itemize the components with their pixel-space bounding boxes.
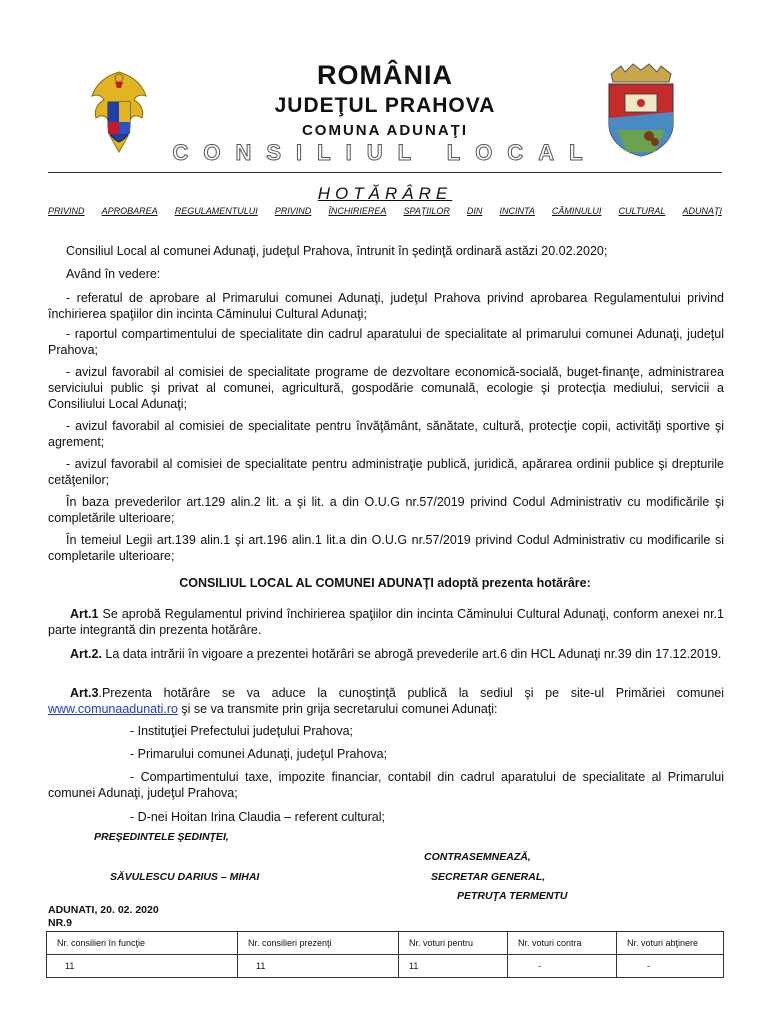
article-2-label: Art.2. bbox=[70, 647, 102, 661]
consideration-item: - avizul favorabil al comisiei de specialitate programe de dezvoltare economică-socială, buget-finanţe, administrarea serviciului public şi privat al comunei, agricultură, gospodărie comunală, ecologie şi protecţia mediului, servicii a Consiliului Local Adunaţi; bbox=[48, 365, 724, 411]
subtitle-word: ÎNCHIRIEREA bbox=[328, 206, 387, 216]
table-header-cell: Nr. consilieri în funcţie bbox=[47, 932, 238, 955]
having-regard-label: Având în vedere: bbox=[66, 267, 161, 281]
subtitle-word: APROBAREA bbox=[101, 206, 158, 216]
document-subtitle bbox=[48, 206, 722, 216]
subtitle-word: ADUNAŢI bbox=[682, 206, 722, 216]
table-header-cell: Nr. voturi contra bbox=[508, 932, 617, 955]
table-cell: - bbox=[617, 955, 724, 978]
article-2 bbox=[48, 646, 724, 662]
table-header-cell: Nr. voturi pentru bbox=[399, 932, 508, 955]
article-1-label: Art.1 bbox=[70, 607, 99, 621]
website-link[interactable]: www.comunaadunati.ro bbox=[48, 702, 178, 716]
council-heading: CONSILIUL LOCAL bbox=[172, 140, 598, 165]
subtitle-word: PRIVIND bbox=[274, 206, 312, 216]
article-2-text: La data intrării în vigoare a prezentei hotărâri se abrogă prevederile art.6 din HCL Adunaţi nr.39 din 17.12.2019. bbox=[101, 647, 722, 661]
table-header-cell: Nr. consilieri prezenţi bbox=[238, 932, 399, 955]
table-row bbox=[47, 955, 724, 978]
article-1 bbox=[48, 606, 724, 638]
table-cell: 11 bbox=[47, 955, 238, 978]
intro-paragraph: Consiliul Local al comunei Adunaţi, judeţul Prahova, întrunit în şedinţă ordinară astăzi 20.02.2020; bbox=[66, 244, 608, 258]
subtitle-word: DIN bbox=[466, 206, 483, 216]
recipient-item: - Primarului comunei Adunaţi, judeţul Prahova; bbox=[130, 747, 388, 761]
secretary-name: PETRUŢA TERMENTU bbox=[457, 890, 568, 902]
vote-table bbox=[46, 931, 724, 978]
subtitle-word: SPAŢIILOR bbox=[403, 206, 450, 216]
article-3-label: Art.3 bbox=[70, 686, 99, 700]
adoption-statement: CONSILIUL LOCAL AL COMUNEI ADUNAŢI adoptă prezenta hotărâre: bbox=[179, 576, 591, 590]
consideration-item: - raportul compartimentului de specialitate din cadrul aparatului de specialitate al primarului comunei Adunaţi, judeţul Prahova; bbox=[48, 327, 724, 357]
legal-basis-paragraph: În baza prevederilor art.129 alin.2 lit. a şi lit. a din O.U.G nr.57/2019 privind Codul Administrativ cu modificările şi completările ulterioare; bbox=[48, 495, 724, 525]
recipient-item: - Instituţiei Prefectului judeţului Prahova; bbox=[130, 724, 354, 738]
recipient-item: - Compartimentului taxe, impozite financiar, contabil din cadrul aparatului de specialitate al Primarului comunei Adunaţi, judeţul Prahova; bbox=[48, 770, 724, 800]
commune-heading: COMUNA ADUNAŢI bbox=[301, 122, 469, 139]
subtitle-word: CULTURAL bbox=[618, 206, 666, 216]
president-name: SĂVULESCU DARIUS – MIHAI bbox=[110, 871, 260, 883]
subtitle-word: CĂMINULUI bbox=[551, 206, 602, 216]
consideration-item: - referatul de aprobare al Primarului comunei Adunaţi, judeţul Prahova privind aprobarea Regulamentului privind închirierea spaţiilor din incinta Căminului Cultural Adunaţi; bbox=[48, 291, 724, 321]
consideration-item: - avizul favorabil al comisiei de specialitate pentru administraţie publică, juridică, apărarea ordinii publice şi drepturile cetăţenilor; bbox=[48, 457, 724, 487]
place-date: ADUNATI, 20. 02. 2020 bbox=[48, 904, 159, 916]
consideration-item: - avizul favorabil al comisiei de specialitate pentru învăţământ, sănătate, cultură, protecţie copii, activităţi sportive şi agrement; bbox=[48, 419, 724, 449]
subtitle-word: REGULAMENTULUI bbox=[174, 206, 258, 216]
president-title: PREŞEDINTELE ŞEDINŢEI, bbox=[94, 831, 229, 843]
county-heading: JUDEŢUL PRAHOVA bbox=[274, 94, 496, 117]
decision-number: NR.9 bbox=[48, 917, 72, 929]
article-1-text: Se aprobă Regulamentul privind închirierea spaţiilor din incinta Căminului Cultural Adunaţi, conform anexei nr.1 parte integrantă din prezenta hotărâre. bbox=[48, 607, 724, 637]
header-divider bbox=[48, 172, 722, 173]
article-3-text: .Prezenta hotărâre se va aduce la cunoştinţă publică la sediul şi pe site-ul Primăriei comunei bbox=[98, 686, 724, 700]
article-3 bbox=[48, 685, 724, 717]
subtitle-word: INCINTA bbox=[499, 206, 535, 216]
article-3-text-end: şi se va transmite prin grija secretarului comunei Adunaţi: bbox=[177, 702, 498, 716]
countersign-label: CONTRASEMNEAZĂ, bbox=[424, 851, 531, 863]
table-header-row bbox=[47, 932, 724, 955]
table-cell: - bbox=[508, 955, 617, 978]
country-heading: ROMÂNIA bbox=[317, 60, 453, 90]
table-cell: 11 bbox=[238, 955, 399, 978]
subtitle-word: PRIVIND bbox=[48, 206, 85, 216]
table-cell: 11 bbox=[399, 955, 508, 978]
secretary-title: SECRETAR GENERAL, bbox=[431, 871, 546, 883]
legal-basis-paragraph: În temeiul Legii art.139 alin.1 şi art.196 alin.1 lit.a din O.U.G nr.57/2019 privind Codul Administrativ cu modificarile si completarile ulterioare; bbox=[48, 533, 724, 563]
recipient-item: - D-nei Hoitan Irina Claudia – referent cultural; bbox=[130, 810, 385, 824]
table-header-cell: Nr. voturi abţinere bbox=[617, 932, 724, 955]
document-title: HOTĂRÂRE bbox=[317, 184, 453, 203]
